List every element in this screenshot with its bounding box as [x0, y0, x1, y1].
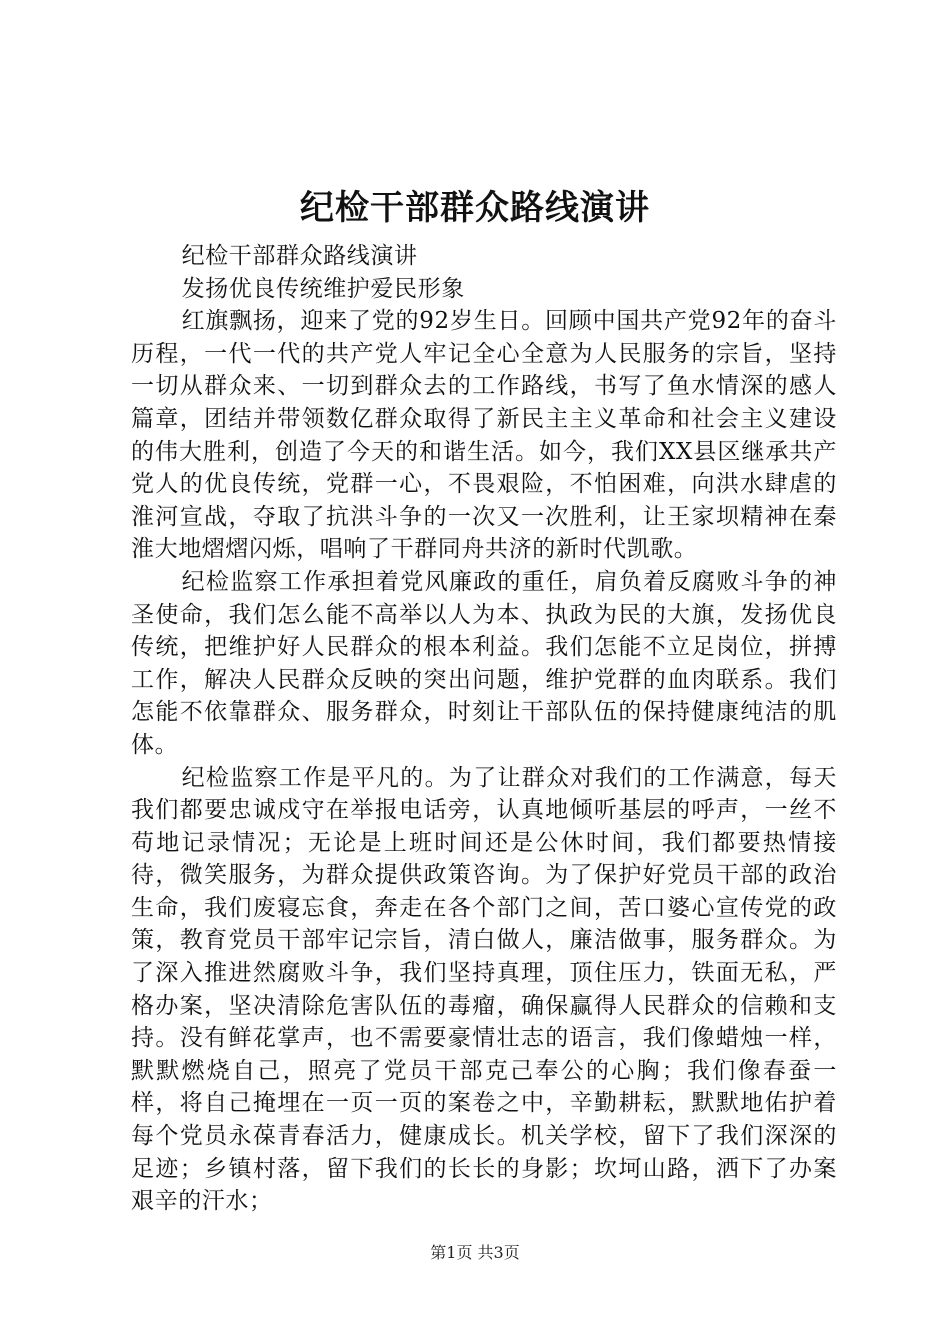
paragraph-body-2: 纪检监察工作承担着党风廉政的重任，肩负着反腐败斗争的神圣使命，我们怎么能不高举以人为本、执政为民的大旗，发扬优良传统，把维护好人民群众的根本利益。我们怎能不立足岗位，拼搏工作，解决人民群众反映的突出问题，维护党群的血肉联系。我们怎能不依靠群众、服务群众，时刻让干部队伍的保持健康纯洁的肌体。 — [131, 568, 837, 758]
paragraph-body-1: 红旗飘扬，迎来了党的92岁生日。回顾中国共产党92年的奋斗历程，一代一代的共产党人牢记全心全意为人民服务的宗旨，坚持一切从群众来、一切到群众去的工作路线，书写了鱼水情深的感人篇章，团结并带领数亿群众取得了新民主主义革命和社会主义建设的伟大胜利，创造了今天的和谐生活。如今，我们XX县区继承共产党人的优良传统，党群一心，不畏艰险，不怕困难，向洪水肆虐的淮河宣战，夺取了抗洪斗争的一次又一次胜利，让王家坝精神在秦淮大地熠熠闪烁，唱响了干群同舟共济的新时代凯歌。 — [131, 308, 837, 563]
paragraph-theme: 发扬优良传统维护爱民形象 — [181, 275, 465, 302]
document-title: 纪检干部群众路线演讲 — [300, 188, 650, 228]
page-footer: 第1页 共3页 — [430, 1243, 520, 1262]
paragraph-body-3: 纪检监察工作是平凡的。为了让群众对我们的工作满意，每天我们都要忠诚戍守在举报电话旁，认真地倾听基层的呼声，一丝不苟地记录情况；无论是上班时间还是公休时间，我们都要热情接待，微笑服务，为群众提供政策咨询。为了保护好党员干部的政治生命，我们废寝忘食，奔走在各个部门之间，苦口婆心宣传党的政策，教育党员干部牢记宗旨，清白做人，廉洁做事，服务群众。为了深入推进然腐败斗争，我们坚持真理，顶住压力，铁面无私，严格办案，坚决清除危害队伍的毒瘤，确保赢得人民群众的信赖和支持。没有鲜花掌声，也不需要豪情壮志的语言，我们像蜡烛一样，默默燃烧自己，照亮了党员干部克己奉公的心胸；我们像春蚕一样，将自己掩埋在一页一页的案卷之中，辛勤耕耘，默默地佑护着每个党员永葆青春活力，健康成长。机关学校，留下了我们深深的足迹；乡镇村落，留下我们的长长的身影；坎坷山路，洒下了办案艰辛的汗水； — [131, 764, 837, 1215]
document-body — [131, 240, 837, 1218]
paragraph-subtitle: 纪检干部群众路线演讲 — [181, 243, 418, 269]
